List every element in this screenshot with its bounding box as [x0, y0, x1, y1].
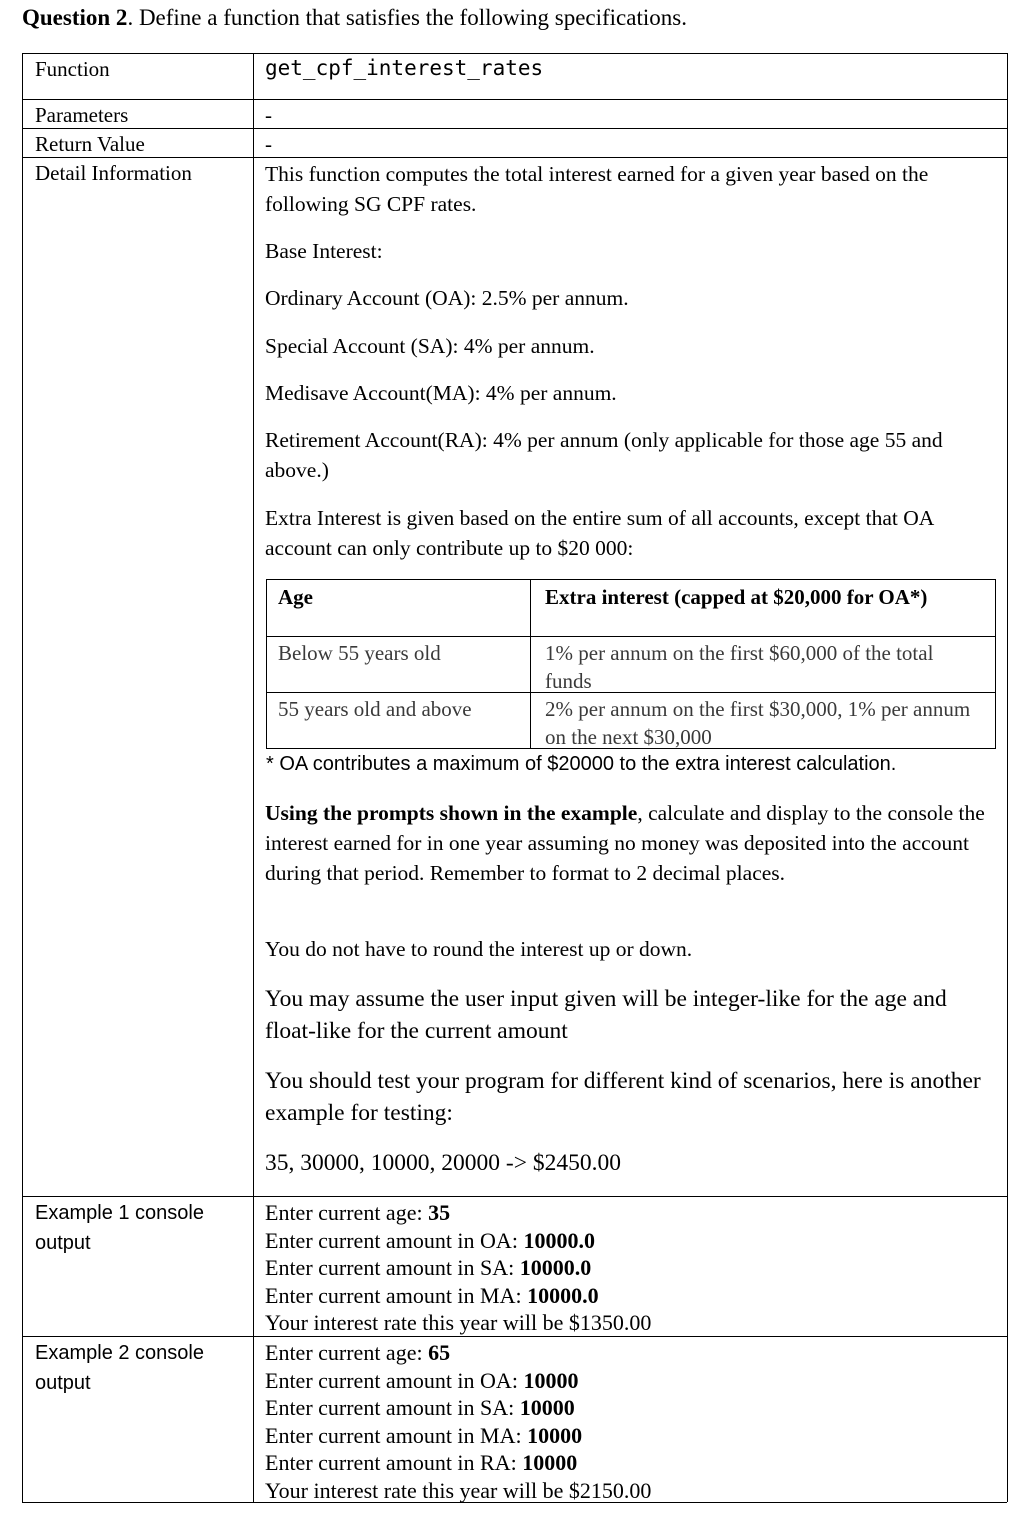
base-interest-heading: Base Interest:	[265, 239, 383, 263]
return-value: -	[265, 132, 272, 156]
console-input: 10000.0	[519, 1255, 592, 1280]
question-title	[22, 5, 687, 31]
console-prompt: Enter current amount in SA:	[265, 1395, 520, 1420]
console-input: 10000	[523, 1367, 579, 1393]
console-prompt: Enter current amount in MA:	[265, 1282, 528, 1308]
console-prompt: Enter current amount in OA:	[265, 1227, 524, 1253]
oa-rate: Ordinary Account (OA): 2.5% per annum.	[265, 286, 629, 310]
extra-table-header-age: Age	[278, 585, 313, 609]
extra-table-divider	[267, 636, 995, 637]
extra-table-cell: Below 55 years old	[278, 641, 441, 665]
example-1-label: Example 1 console output	[35, 1202, 204, 1254]
extra-table-cell: 2% per annum on the first $30,000, 1% per annum on the next $30,000	[545, 697, 971, 749]
table-divider	[22, 128, 1007, 129]
console-prompt: Enter current amount in RA:	[265, 1450, 523, 1475]
input-assumption: You may assume the user input given will be integer-like for the age and float-like for the current amount	[265, 986, 947, 1044]
console-prompt: Enter current amount in OA:	[265, 1367, 524, 1393]
extra-table-column-divider	[530, 580, 531, 748]
console-line	[265, 1282, 651, 1310]
extra-interest-intro: Extra Interest is given based on the entire sum of all accounts, except that OA account can only contribute up to $20 000:	[265, 506, 934, 560]
table-column-divider	[253, 53, 254, 1502]
console-input: 10000	[519, 1395, 575, 1420]
console-line	[265, 1227, 651, 1255]
console-input: 10000	[522, 1450, 578, 1475]
console-line	[265, 1339, 651, 1367]
extra-table-cell: 1% per annum on the first $60,000 of the total funds	[545, 641, 934, 693]
prompt-body: , calculate and display to the console the interest earned for in one year assuming no money was deposited into the account during that period. Remember to format to 2 decimal places.	[265, 801, 985, 885]
rounding-note: You do not have to round the interest up or down.	[265, 937, 693, 961]
console-line	[265, 1254, 651, 1282]
table-divider	[22, 1196, 1007, 1197]
console-input: 10000.0	[523, 1227, 595, 1253]
example-2-label: Example 2 console output	[35, 1342, 204, 1394]
question-instruction: . Define a function that satisfies the following specifications.	[127, 5, 687, 30]
console-input: 35	[428, 1200, 451, 1225]
sa-rate: Special Account (SA): 4% per annum.	[265, 334, 595, 358]
parameters-label: Parameters	[35, 103, 129, 127]
table-divider	[22, 99, 1007, 100]
console-input: 10000	[527, 1422, 583, 1448]
return-value-label: Return Value	[35, 132, 145, 156]
table-border	[22, 53, 23, 1502]
prompt-emphasis: Using the prompts shown in the example	[265, 801, 638, 825]
console-prompt: Enter current age:	[265, 1340, 429, 1365]
parameters-value: -	[265, 103, 272, 127]
console-result: Your interest rate this year will be $1350.00	[265, 1310, 652, 1335]
console-prompt: Enter current amount in MA:	[265, 1422, 528, 1448]
console-line	[265, 1422, 651, 1450]
extra-table-header-rate: Extra interest (capped at $20,000 for OA*)	[545, 585, 928, 609]
example-2-console	[265, 1339, 651, 1504]
console-line	[265, 1199, 651, 1227]
console-prompt: Enter current age:	[265, 1200, 429, 1225]
console-result: Your interest rate this year will be $2150.00	[265, 1477, 652, 1503]
table-border	[1007, 53, 1008, 1502]
table-divider	[22, 157, 1007, 158]
console-input: 10000.0	[527, 1282, 599, 1308]
prompt-instructions	[265, 798, 995, 888]
testing-example: 35, 30000, 10000, 20000 -> $2450.00	[265, 1150, 621, 1176]
console-prompt: Enter current amount in SA:	[265, 1255, 520, 1280]
table-border	[22, 53, 1007, 54]
function-label: Function	[35, 57, 110, 81]
detail-intro: This function computes the total interest earned for a given year based on the following SG CPF rates.	[265, 162, 929, 216]
ra-rate: Retirement Account(RA): 4% per annum (only applicable for those age 55 and above.)	[265, 428, 943, 482]
example-1-console	[265, 1199, 651, 1337]
console-input: 65	[428, 1340, 451, 1365]
testing-intro: You should test your program for different kind of scenarios, here is another example for testing:	[265, 1068, 981, 1126]
console-line	[265, 1449, 651, 1477]
console-line	[265, 1367, 651, 1395]
console-line	[265, 1394, 651, 1422]
ma-rate: Medisave Account(MA): 4% per annum.	[265, 381, 617, 405]
extra-table-cell: 55 years old and above	[278, 697, 472, 721]
oa-footnote: * OA contributes a maximum of $20000 to the extra interest calculation.	[266, 753, 897, 775]
function-name: get_cpf_interest_rates	[265, 56, 544, 80]
extra-interest-table	[266, 579, 996, 749]
question-number: Question 2	[22, 5, 128, 30]
detail-information-label: Detail Information	[35, 161, 192, 185]
